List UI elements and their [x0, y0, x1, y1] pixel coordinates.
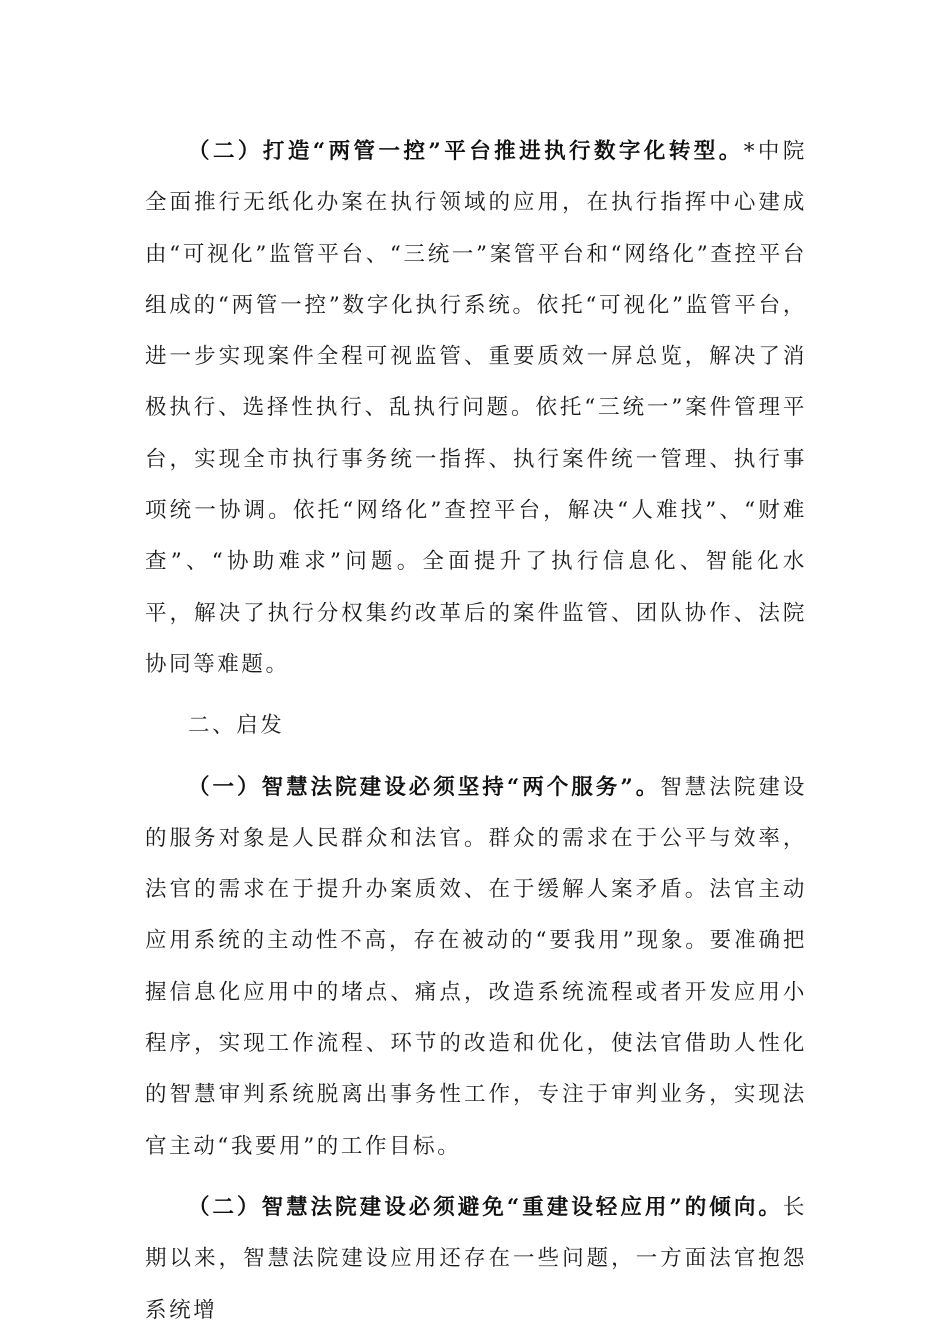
paragraph-execution-platform [145, 126, 807, 690]
paragraph-lead: （一）智慧法院建设必须坚持“两个服务”。 [188, 774, 661, 800]
paragraph-gap [145, 1172, 807, 1182]
document-body [145, 126, 807, 1336]
paragraph-gap [145, 690, 807, 700]
section-heading: 二、启发 [188, 713, 285, 739]
paragraph-text: 智慧法院建设的服务对象是人民群众和法官。群众的需求在于公平与效率，法官的需求在于提升办案质效、在于缓解人案矛盾。法官主动应用系统的主动性不高，存在被动的“要我用”现象。要准确把握信息化应用中的堵点、痛点，改造系统流程或者开发应用小程序，实现工作流程、环节的改造和优化，使法官借助人性化的智慧审判系统脱离出事务性工作，专注于审判业务，实现法官主动“我要用”的工作目标。 [145, 774, 807, 1159]
paragraph-lead: （二）打造“两管一控”平台推进执行数字化转型。 [188, 139, 744, 164]
paragraph-lead: （二）智慧法院建设必须避免“重建设轻应用”的倾向。 [188, 1194, 783, 1220]
paragraph-gap [145, 752, 807, 762]
paragraph-text: 长期以来，智慧法院建设应用还存在一些问题，一方面法官抱怨系统增 [145, 1194, 807, 1323]
paragraph-text: *中院全面推行无纸化办案在执行领域的应用，在执行指挥中心建成由“可视化”监管平台、“三统一”案管平台和“网络化”查控平台组成的“两管一控”数字化执行系统。依托“可视化”监管平台，进一步实现案件全程可视监管、重要质效一屏总览，解决了消极执行、选择性执行、乱执行问题。依托“三统一”案件管理平台，实现全市执行事务统一指挥、执行案件统一管理、执行事项统一协调。依托“网络化”查控平台，解决“人难找”、“财难查”、“协助难求”问题。全面提升了执行信息化、智能化水平，解决了执行分权集约改革后的案件监管、团队协作、法院协同等难题。 [145, 139, 807, 677]
paragraph-avoid-tendency [145, 1182, 807, 1336]
paragraph-two-services [145, 762, 807, 1172]
